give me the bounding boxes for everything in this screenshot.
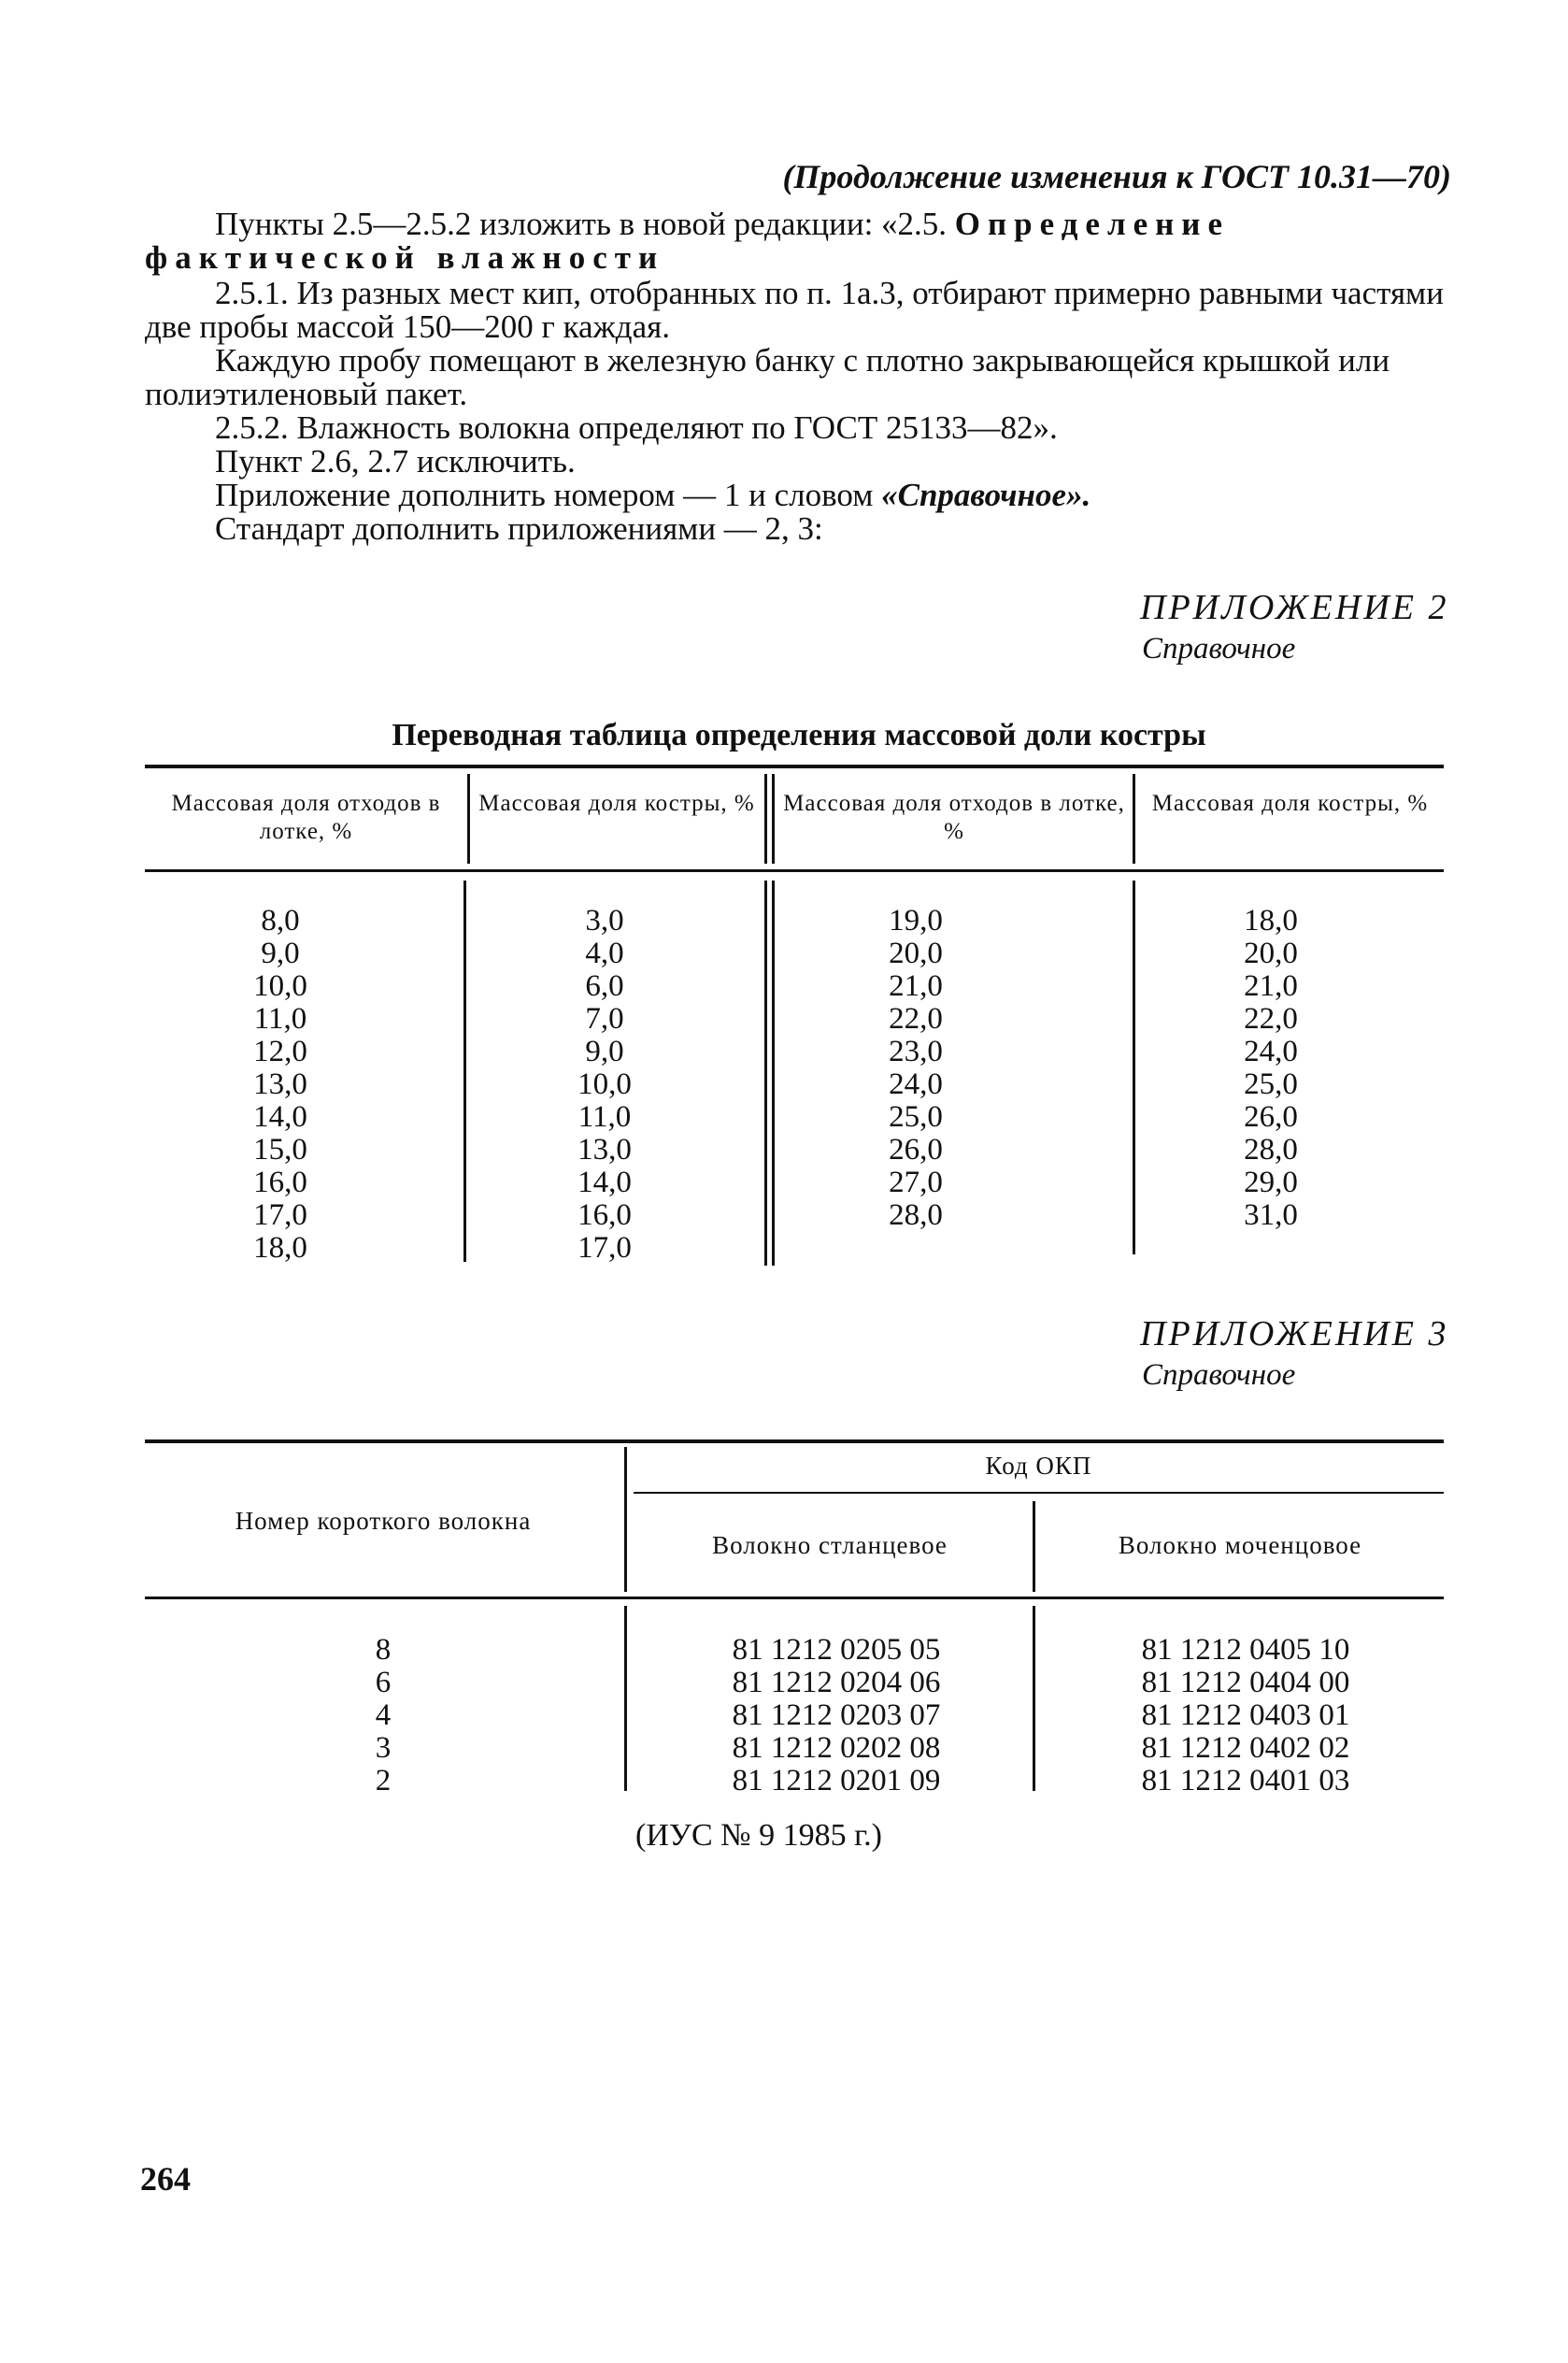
table-cell: 31,0 bbox=[1244, 1198, 1298, 1232]
table-cell: 13,0 bbox=[577, 1133, 632, 1167]
table-1-divider bbox=[1133, 774, 1135, 864]
table-2-divider bbox=[1033, 1606, 1035, 1791]
table-1-top-rule bbox=[145, 765, 1444, 768]
table-2-group-rule bbox=[634, 1492, 1444, 1494]
table-1-divider bbox=[1133, 881, 1135, 1254]
table-cell: 24,0 bbox=[1244, 1035, 1298, 1068]
table-2-top-rule bbox=[145, 1439, 1444, 1443]
table-1-header-rule bbox=[145, 869, 1444, 872]
table-1-header-cell: Массовая доля отходов в лотке, % bbox=[783, 791, 1125, 844]
table-cell: 20,0 bbox=[889, 937, 943, 970]
table-cell: 81 1212 0202 08 bbox=[732, 1731, 941, 1765]
paragraph-continuation bbox=[145, 241, 1453, 275]
table-cell: 26,0 bbox=[1244, 1100, 1298, 1134]
table-cell: 10,0 bbox=[577, 1067, 632, 1101]
table-cell: 17,0 bbox=[577, 1231, 632, 1265]
table-cell: 81 1212 0203 07 bbox=[732, 1698, 941, 1732]
table-1-header-cell: Массовая доля костры, % bbox=[1151, 791, 1429, 816]
paragraph-text: Приложение дополнить номером — 1 и словом bbox=[215, 477, 882, 513]
table-cell: 8,0 bbox=[261, 904, 300, 938]
table-cell: 81 1212 0405 10 bbox=[1141, 1633, 1350, 1667]
table-cell: 81 1212 0204 06 bbox=[732, 1666, 941, 1699]
table-1-header-cell: Массовая доля отходов в лотке, % bbox=[171, 791, 441, 844]
table-cell: 9,0 bbox=[585, 1035, 624, 1068]
table-cell: 2 bbox=[375, 1764, 392, 1797]
table-cell: 7,0 bbox=[585, 1002, 624, 1036]
paragraph-text: Пункты 2.5—2.5.2 изложить в новой редакции: «2.5. bbox=[215, 206, 955, 242]
table-1-divider bbox=[467, 774, 470, 864]
table-cell: 81 1212 0403 01 bbox=[1141, 1698, 1350, 1732]
table-1-column bbox=[525, 905, 684, 1265]
table-2-divider bbox=[624, 1447, 627, 1592]
table-cell: 21,0 bbox=[889, 969, 943, 1003]
table-2-header-sub: Волокно моченцовое bbox=[1118, 1531, 1362, 1559]
table-2-header-rule bbox=[145, 1597, 1444, 1599]
table-cell: 13,0 bbox=[253, 1067, 307, 1101]
table-cell: 81 1212 0205 05 bbox=[732, 1633, 941, 1667]
table-cell: 6,0 bbox=[585, 969, 624, 1003]
table-cell: 25,0 bbox=[889, 1100, 943, 1134]
table-cell: 9,0 bbox=[261, 937, 300, 970]
paragraph-standard-add: Стандарт дополнить приложениями — 2, 3: bbox=[215, 510, 823, 547]
table-cell: 14,0 bbox=[253, 1100, 307, 1134]
table-2-header-group: Код ОКП bbox=[985, 1452, 1092, 1480]
table-cell: 16,0 bbox=[253, 1166, 307, 1199]
table-2-column bbox=[654, 1634, 1019, 1797]
table-2-header-sub: Волокно стланцевое bbox=[712, 1531, 948, 1559]
source-reference: (ИУС № 9 1985 г.) bbox=[635, 1818, 882, 1853]
table-2-column bbox=[1063, 1634, 1428, 1797]
table-cell: 8 bbox=[375, 1633, 392, 1667]
table-1-column bbox=[1191, 905, 1350, 1232]
table-2-divider bbox=[1033, 1501, 1035, 1592]
table-cell: 3 bbox=[375, 1731, 392, 1765]
table-cell: 81 1212 0201 09 bbox=[732, 1764, 941, 1797]
table-1-column bbox=[836, 905, 995, 1232]
table-cell: 26,0 bbox=[889, 1133, 943, 1167]
table-1-caption: Переводная таблица определения массовой доли костры bbox=[392, 718, 1206, 752]
table-1-divider bbox=[772, 881, 775, 1266]
table-cell: 29,0 bbox=[1244, 1166, 1298, 1199]
continuation-header: (Продолжение изменения к ГОСТ 10.31—70) bbox=[782, 158, 1451, 195]
paragraph-appendix-note bbox=[145, 479, 1453, 512]
table-cell: 22,0 bbox=[1244, 1002, 1298, 1036]
appendix-3-subtitle: Справочное bbox=[1142, 1358, 1296, 1392]
appendix-3-title: ПРИЛОЖЕНИЕ 3 bbox=[1140, 1314, 1449, 1353]
table-2-header-number: Номер короткого волокна bbox=[235, 1507, 532, 1535]
appendix-2-title: ПРИЛОЖЕНИЕ 2 bbox=[1140, 588, 1449, 627]
table-1-divider bbox=[764, 774, 767, 864]
appendix-2-subtitle: Справочное bbox=[1142, 632, 1296, 666]
table-cell: 22,0 bbox=[889, 1002, 943, 1036]
table-cell: 18,0 bbox=[253, 1231, 307, 1265]
table-cell: 28,0 bbox=[1244, 1133, 1298, 1167]
table-1-header-cell: Массовая доля костры, % bbox=[478, 791, 755, 816]
table-cell: 17,0 bbox=[253, 1198, 307, 1232]
table-cell: 15,0 bbox=[253, 1133, 307, 1167]
table-cell: 23,0 bbox=[889, 1035, 943, 1068]
table-2-divider bbox=[624, 1606, 627, 1791]
page-number: 264 bbox=[140, 2160, 191, 2198]
table-2-column bbox=[336, 1634, 430, 1797]
table-cell: 6 bbox=[375, 1666, 392, 1699]
table-cell: 3,0 bbox=[585, 904, 624, 938]
table-cell: 81 1212 0402 02 bbox=[1141, 1731, 1350, 1765]
table-cell: 11,0 bbox=[577, 1100, 632, 1134]
table-cell: 12,0 bbox=[253, 1035, 307, 1068]
paragraph-sample: Каждую пробу помещают в железную банку с плотно закрывающейся крышкой или полиэтиленовый пакет. bbox=[145, 342, 1390, 412]
table-cell: 16,0 bbox=[577, 1198, 632, 1232]
table-cell: 20,0 bbox=[1244, 937, 1298, 970]
table-cell: 81 1212 0404 00 bbox=[1141, 1666, 1350, 1699]
table-cell: 14,0 bbox=[577, 1166, 632, 1199]
table-cell: 10,0 bbox=[253, 969, 307, 1003]
paragraph-2-5-2: 2.5.2. Влажность волокна определяют по ГОСТ 25133—82». bbox=[215, 409, 1058, 446]
table-cell: 19,0 bbox=[889, 904, 943, 938]
table-cell: 21,0 bbox=[1244, 969, 1298, 1003]
paragraph-points-2-5 bbox=[145, 208, 1453, 241]
table-cell: 27,0 bbox=[889, 1166, 943, 1199]
table-cell: 4,0 bbox=[585, 937, 624, 970]
table-cell: 24,0 bbox=[889, 1067, 943, 1101]
table-1-divider bbox=[463, 881, 466, 1262]
emphasis-italic: «Справочное». bbox=[881, 477, 1091, 513]
paragraph-exclude: Пункт 2.6, 2.7 исключить. bbox=[215, 443, 576, 480]
table-cell: 11,0 bbox=[253, 1002, 307, 1036]
paragraph-2-5-1: 2.5.1. Из разных мест кип, отобранных по п. 1а.3, отбирают примерно равными частями две пробы массой 150—200 г каждая. bbox=[145, 275, 1444, 345]
table-cell: 18,0 bbox=[1244, 904, 1298, 938]
emphasis-spaced: Определение bbox=[954, 206, 1231, 242]
table-1-divider bbox=[772, 774, 775, 864]
emphasis-spaced: фактической влажности bbox=[145, 239, 665, 276]
table-1-divider bbox=[764, 881, 767, 1266]
table-cell: 81 1212 0401 03 bbox=[1141, 1764, 1350, 1797]
table-cell: 28,0 bbox=[889, 1198, 943, 1232]
table-cell: 4 bbox=[375, 1698, 392, 1732]
table-cell: 25,0 bbox=[1244, 1067, 1298, 1101]
table-1-column bbox=[201, 905, 360, 1265]
